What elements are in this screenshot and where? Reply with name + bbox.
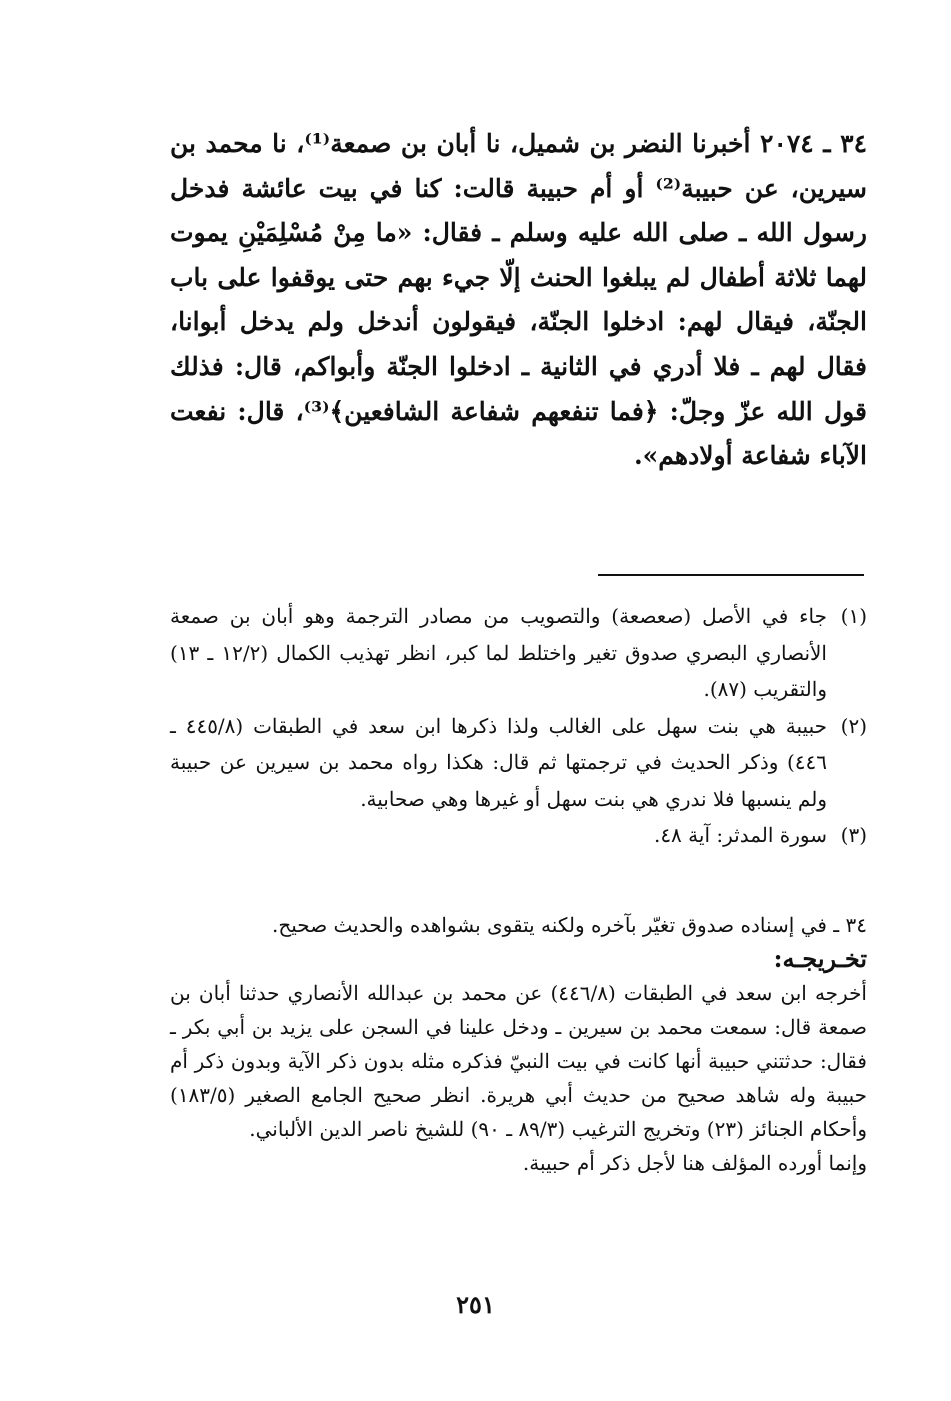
takhrij-paragraph: أخرجه ابن سعد في الطبقات (٤٤٦/٨) عن محمد بن عبدالله الأنصاري حدثنا أبان بن صمعة قال: سمعت محمد بن سيرين ـ ودخل علينا في السجن على يزيد بن أبي بكر ـ فقال: حدثتني حبيبة أنها كانت في بيت النبيّ فذكره مثله بدون ذكر الآية وبدون ذكر أم حبيبة وله شاهد صحيح من حديث أبي هريرة. انظر صحيح الجامع الصغير (١٨٣/٥) وأحكام الجنائز (٢٣) وتخريج الترغيب (٨٩/٣ ـ ٩٠) للشيخ ناصر الدين الألباني. xyxy=(170,981,867,1141)
footnote-number: (٣) xyxy=(840,823,867,847)
hadith-grade: ٣٤ ـ في إسناده صدوق تغيّر بآخره ولكنه يتقوى بشواهده والحديث صحيح. xyxy=(271,913,867,937)
footnotes xyxy=(170,598,867,854)
footnote-2 xyxy=(170,708,867,818)
footnote-number: (١) xyxy=(840,604,867,628)
footnote-text: جاء في الأصل (صعصعة) والتصويب من مصادر الترجمة وهو أبان بن صمعة الأنصاري البصري صدوق تغير واختلط لما كبر، انظر تهذيب الكمال (١٢/٢ ـ ١٣) والتقريب (٨٧). xyxy=(170,604,827,701)
footnote-text: حبيبة هي بنت سهل على الغالب ولذا ذكرها ابن سعد في الطبقات (٤٤٥/٨ ـ ٤٤٦) وذكر الحديث في ترجمتها ثم قال: هكذا رواه محمد بن سيرين عن حبيبة ولم ينسبها فلا ندري هي بنت سهل أو غيرها وهي صحابية. xyxy=(170,713,827,811)
page-number: ٢٥١ xyxy=(456,1290,495,1319)
hadith-paragraph: ٣٤ ـ ٢٠٧٤ أخبرنا النضر بن شميل، نا أبان بن صمعة⁽¹⁾، نا محمد بن سيرين، عن حبيبة⁽²⁾ أو أم حبيبة قالت: كنا في بيت عائشة فدخل رسول الله ـ صلى الله عليه وسلم ـ فقال: «ما مِنْ مُسْلِمَيْنِ يموت لهما ثلاثة أطفال لم يبلغوا الحنث إلّا جيء بهم حتى يوقفوا على باب الجنّة، فيقال لهم: ادخلوا الجنّة، فيقولون أندخل ولم يدخل أبوانا، فقال لهم ـ فلا أدري في الثانية ـ ادخلوا الجنّة وأبواكم، قال: فذلك قول الله عزّ وجلّ: ﴿فما تنفعهم شفاعة الشافعين﴾⁽³⁾، قال: نفعت الآباء شفاعة أولادهم». xyxy=(170,129,868,471)
footnote-number: (٢) xyxy=(840,713,867,738)
footnote-3 xyxy=(170,817,867,854)
takhrij-section xyxy=(170,908,867,1180)
footnote-separator xyxy=(598,574,864,576)
takhrij-heading: تخـريجـه: xyxy=(773,944,867,973)
hadith-text xyxy=(170,122,867,479)
takhrij-note: وإنما أورده المؤلف هنا لأجل ذكر أم حبيبة. xyxy=(522,1151,867,1175)
footnote-1 xyxy=(170,598,867,708)
footnote-text: سورة المدثر: آية ٤٨. xyxy=(653,823,827,847)
